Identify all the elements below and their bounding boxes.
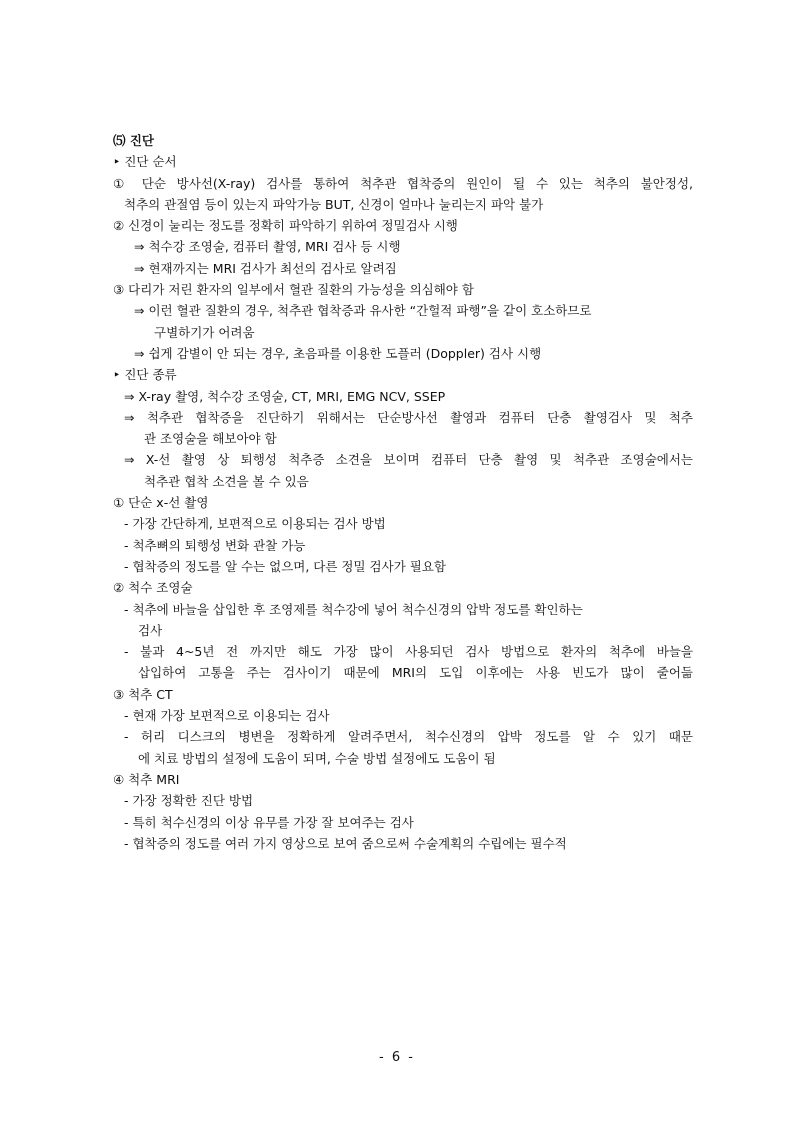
page-number: - 6 - (379, 1050, 415, 1065)
paragraph-line: - 협착증의 정도를 알 수는 없으며, 다른 정밀 검사가 필요함 (124, 558, 446, 574)
myelography-heading: ② 척수 조영술 (113, 580, 193, 596)
paragraph-line: ⇒ 척수강 조영술, 컴퓨터 촬영, MRI 검사 등 시행 (134, 239, 401, 255)
section-title: ⑸ 진단 (113, 133, 155, 148)
paragraph-line: - 가장 정확한 진단 방법 (124, 793, 254, 809)
paragraph-line: ⇒ X-선 촬영 상 퇴행성 척추증 소견을 보이며 컴퓨터 단층 촬영 및 척추관 조영술에서는 (124, 452, 693, 468)
paragraph-line: ⇒ X-ray 촬영, 척수강 조영술, CT, MRI, EMG NCV, SSEP (124, 388, 446, 404)
paragraph-line: - 특히 척수신경의 이상 유무를 가장 잘 보여주는 검사 (124, 814, 414, 830)
xray-heading: ① 단순 x-선 촬영 (113, 495, 209, 511)
paragraph-line: - 허리 디스크의 병변을 정확하게 알려주면서, 척수신경의 압박 정도를 알 수 있기 때문 (124, 729, 693, 745)
paragraph-line: 에 치료 방법의 설정에 도움이 되며, 수술 방법 설정에도 도움이 됨 (138, 750, 496, 766)
paragraph-line: - 가장 간단하게, 보편적으로 이용되는 검사 방법 (124, 516, 386, 532)
paragraph-line: 척추관 협착 소견을 볼 수 있음 (144, 473, 309, 489)
mri-heading: ④ 척추 MRI (113, 771, 180, 787)
paragraph-line: - 협착증의 정도를 여러 가지 영상으로 보여 줌으로써 수술계획의 수립에는 필수적 (124, 835, 567, 851)
paragraph-line: - 척추에 바늘을 삽입한 후 조영제를 척수강에 넣어 척수신경의 압박 정도를 확인하는 (124, 601, 583, 617)
ct-heading: ③ 척추 CT (113, 686, 173, 702)
paragraph-line: ② 신경이 눌리는 정도를 정확히 파악하기 위하여 정밀검사 시행 (113, 218, 458, 234)
paragraph-line: ⇒ 현재까지는 MRI 검사가 최선의 검사로 알려짐 (134, 260, 397, 276)
paragraph-line: 척추의 관절염 등이 있는지 파악가능 BUT, 신경이 얼마나 눌리는지 파악 불가 (124, 196, 544, 212)
paragraph-line: 삽입하여 고통을 주는 검사이기 때문에 MRI의 도입 이후에는 사용 빈도가 많이 줄어듦 (138, 665, 693, 681)
paragraph-line: ① 단순 방사선(X-ray) 검사를 통하여 척추관 협착증의 원인이 될 수 있는 척추의 불안정성, (113, 175, 693, 191)
document-body (113, 130, 693, 854)
paragraph-line: - 현재 가장 보편적으로 이용되는 검사 (124, 708, 330, 724)
paragraph-line: 검사 (138, 622, 163, 638)
paragraph-line: 구별하기가 어려움 (154, 324, 255, 340)
diagnosis-order-heading: ‣ 진단 순서 (113, 154, 177, 170)
paragraph-line: - 불과 4~5년 전 까지만 해도 가장 많이 사용되던 검사 방법으로 환자의 척추에 바늘을 (124, 644, 693, 660)
paragraph-line: ⇒ 이런 혈관 질환의 경우, 척추관 협착증과 유사한 “간헐적 파행”을 같이 호소하므로 (134, 303, 592, 319)
paragraph-line: ⇒ 척추관 협착증을 진단하기 위해서는 단순방사선 촬영과 컴퓨터 단층 촬영검사 및 척추 (124, 409, 693, 425)
paragraph-line: - 척추뼈의 퇴행성 변화 관찰 가능 (124, 537, 306, 553)
paragraph-line: ⇒ 쉽게 감별이 안 되는 경우, 초음파를 이용한 도플러 (Doppler) 검사 시행 (134, 345, 542, 361)
diagnosis-types-heading: ‣ 진단 종류 (113, 367, 177, 383)
paragraph-line: ③ 다리가 저린 환자의 일부에서 혈관 질환의 가능성을 의심해야 함 (113, 282, 474, 298)
paragraph-line: 관 조영술을 해보아야 함 (144, 431, 277, 447)
